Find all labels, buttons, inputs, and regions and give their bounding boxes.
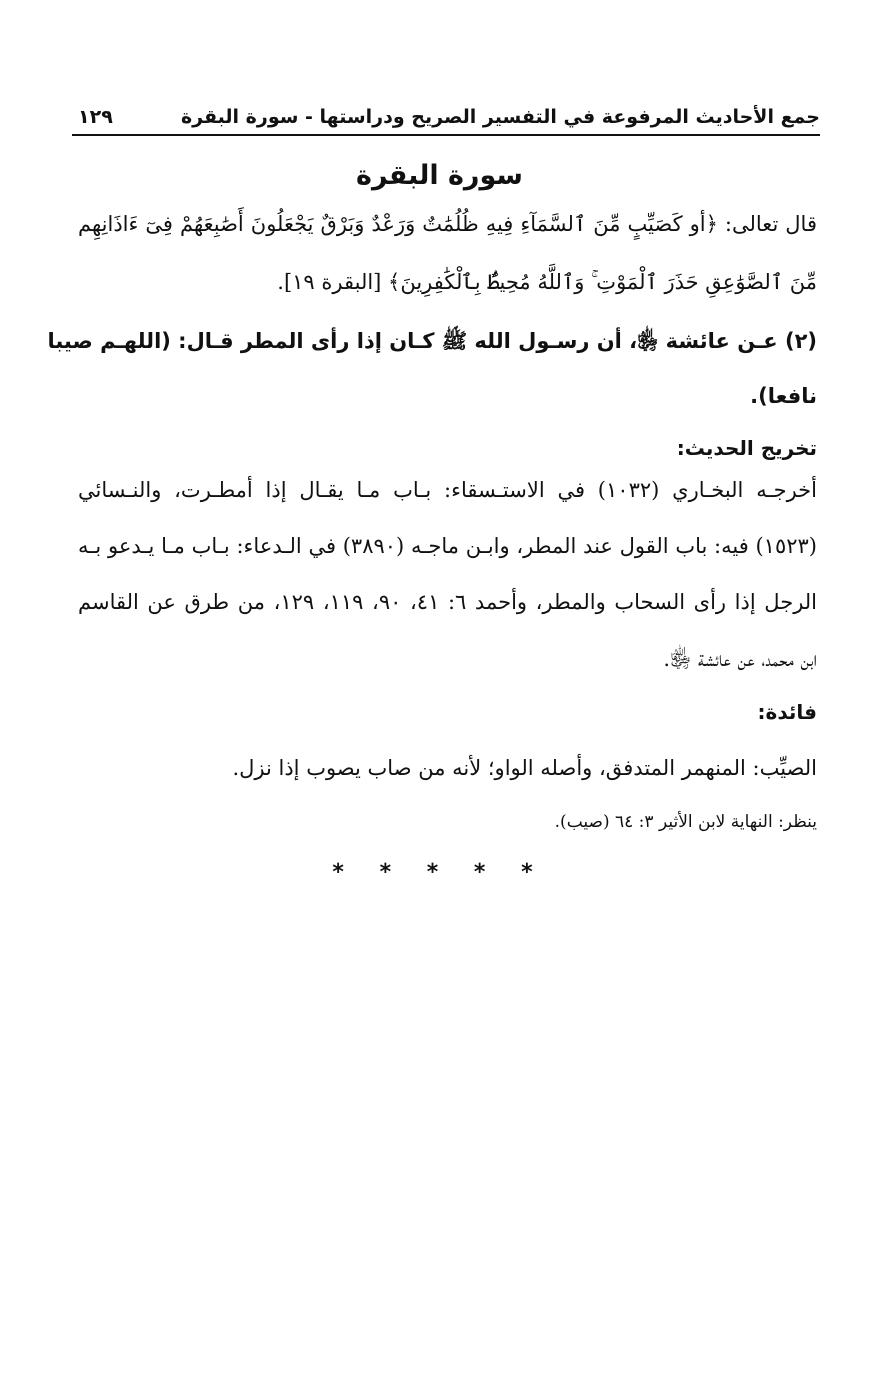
- verse-line-2: مِّنَ ٱلصَّوَٰعِقِ حَذَرَ ٱلْمَوْتِ ۚ وَٱللَّهُ مُحِيطٌۢ بِٱلْكَٰفِرِينَ﴾ [البقرة ١٩].: [277, 270, 817, 294]
- chapter-title: سورة البقرة: [356, 160, 523, 191]
- page-number: ١٢٩: [78, 106, 113, 128]
- hadith-line-2: نافعا).: [750, 384, 817, 408]
- section-separator: * * * * *: [332, 860, 547, 885]
- faida-heading: فائدة:: [757, 700, 817, 724]
- hadith-line-1: (٢) عـن عائشة ﵂، أن رسـول الله ﷺ كـان إذا رأى المطر قـال: (اللهـم صيبا: [47, 329, 817, 353]
- running-title: جمع الأحاديث المرفوعة في التفسير الصريح ودراستها - سورة البقرة: [180, 106, 820, 128]
- takhrij-line-3: الرجل إذا رأى السحاب والمطر، وأحمد ٦: ٤١، ٩٠، ١١٩، ١٢٩، من طرق عن القاسم: [78, 590, 818, 614]
- verse-line-1: قال تعالى: ﴿أو كَصَيِّبٍ مِّنَ ٱلسَّمَآءِ فِيهِ ظُلُمَٰتٌ وَرَعْدٌ وَبَرْقٌ يَجْعَلُونَ أَصَٰبِعَهُمْ فِىٓ ءَاذَانِهِم: [78, 212, 817, 236]
- takhrij-heading: تخريج الحديث:: [676, 436, 817, 460]
- running-header: [72, 104, 820, 136]
- faida-line-1: الصيِّب: المنهمر المتدفق، وأصله الواو؛ لأنه من صاب يصوب إذا نزل.: [232, 756, 817, 780]
- takhrij-line-2: (١٥٢٣) فيه: باب القول عند المطر، وابـن ماجـه (٣٨٩٠) في الـدعاء: بـاب مـا يـدعو بـه: [78, 534, 817, 558]
- faida-reference: ينظر: النهاية لابن الأثير ٣: ٦٤ (صيب).: [554, 812, 817, 832]
- takhrij-line-1: أخرجـه البخـاري (١٠٣٢) في الاستـسقاء: بـاب مـا يقـال إذا أمطـرت، والنـسائي: [78, 478, 817, 502]
- takhrij-line-4: ابن محمد، عن عائشة ﵂.: [663, 647, 817, 671]
